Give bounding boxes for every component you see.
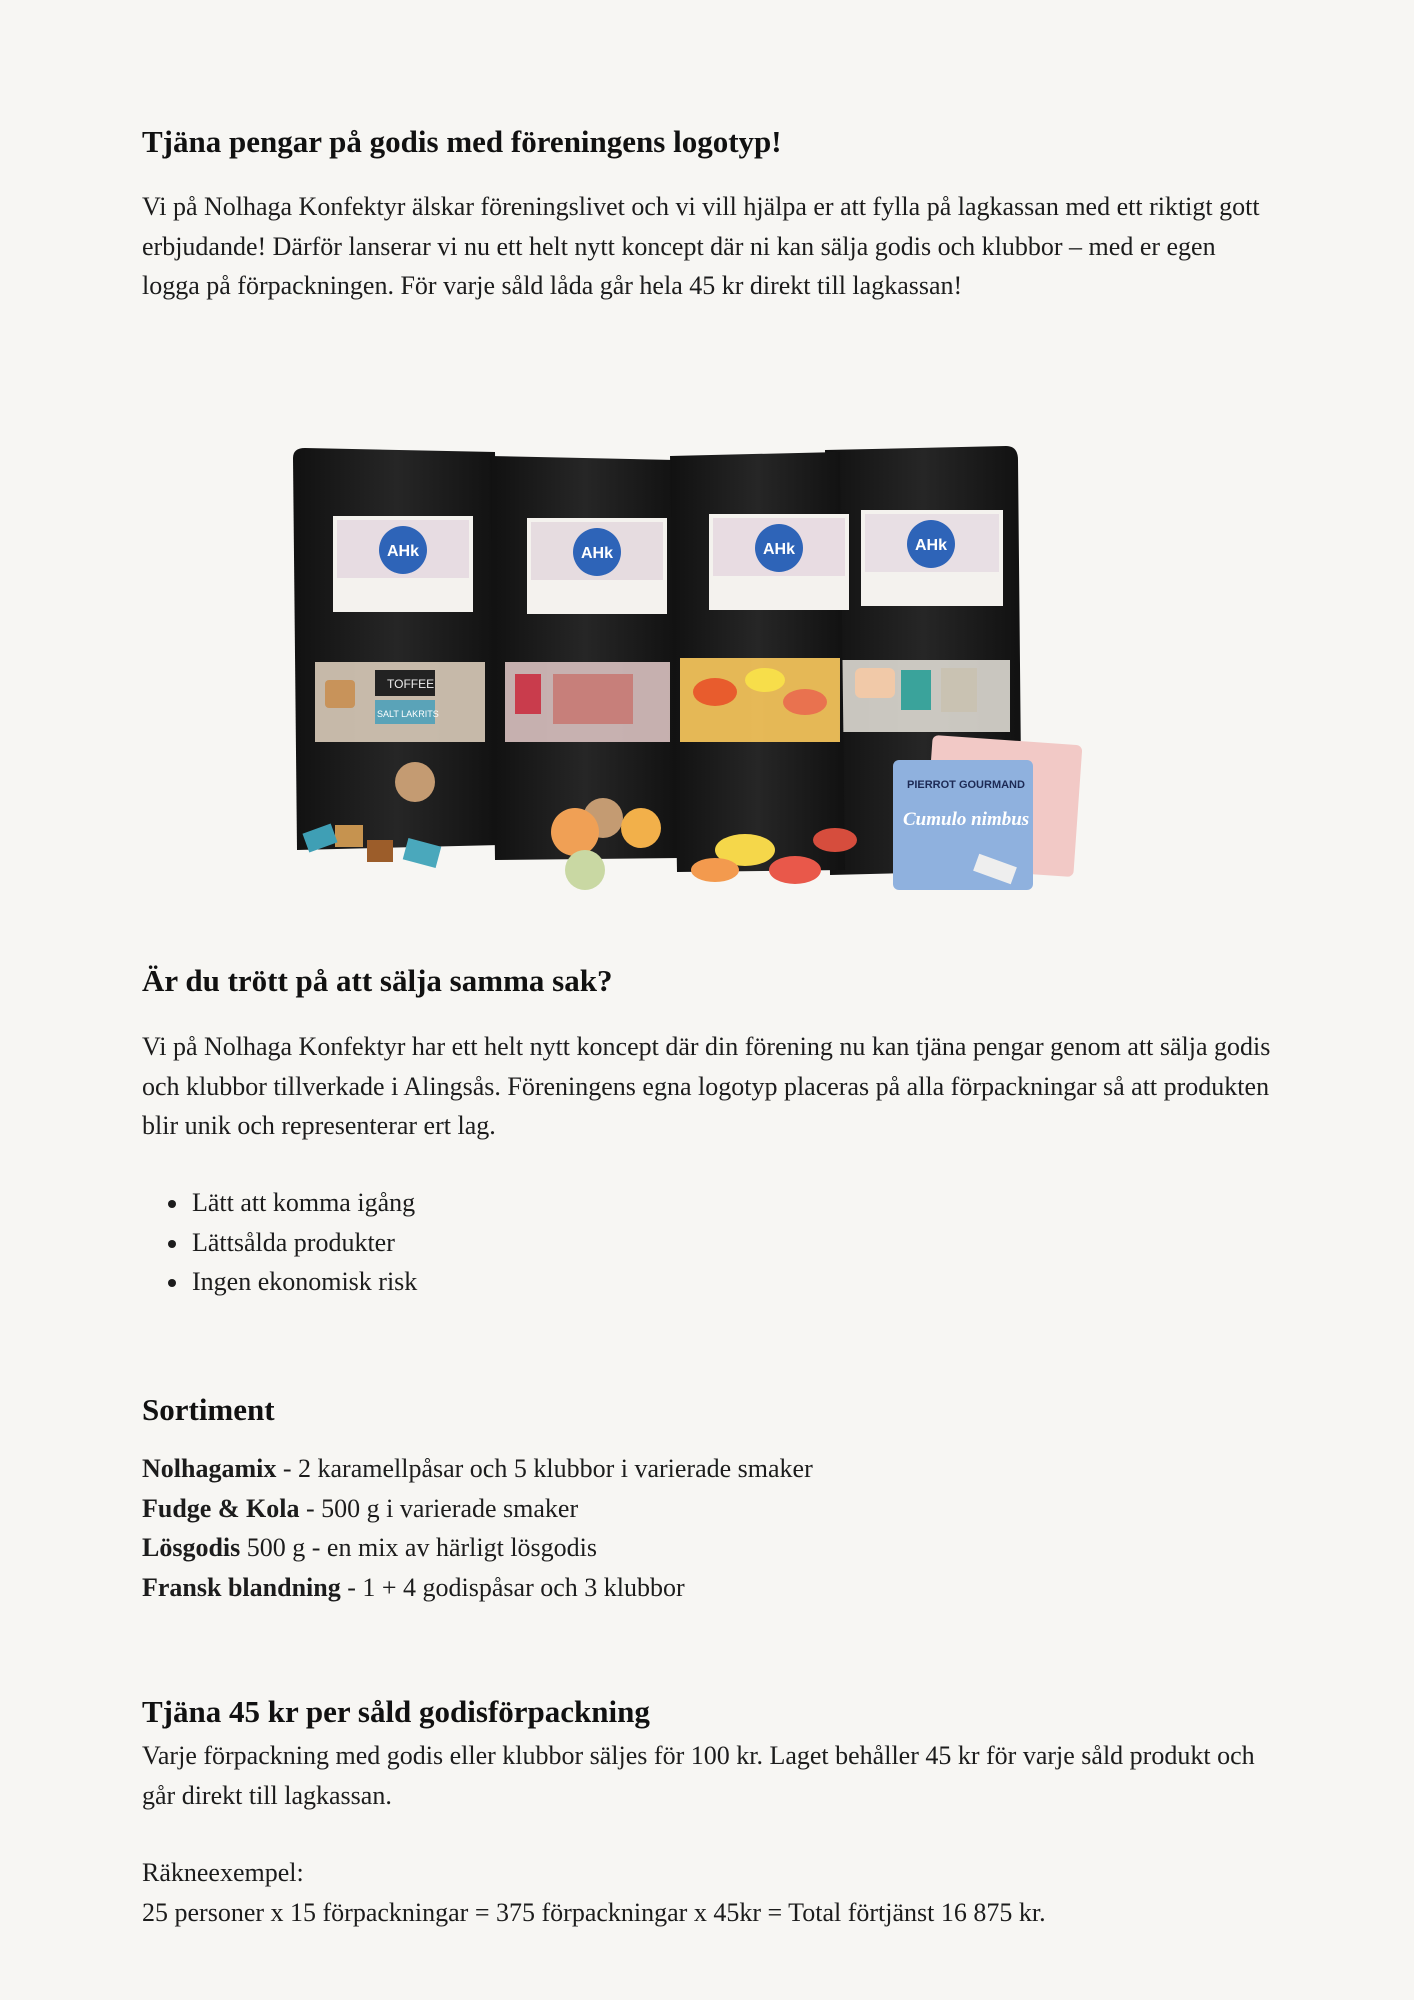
assortment-item-desc: - 2 karamellpåsar och 5 klubbor i varierade smaker — [276, 1454, 813, 1483]
benefit-item: • Lättsålda produkter — [190, 1223, 417, 1263]
salt-wrapper-text: SALT LAKRITS — [377, 709, 439, 719]
assortment-list — [142, 1449, 813, 1607]
benefit-item: • Ingen ekonomisk risk — [190, 1262, 417, 1302]
calculation-label: Räkneexempel: — [142, 1858, 304, 1887]
assortment-heading: Sortiment — [142, 1392, 275, 1427]
candy-bag-2 — [490, 456, 680, 860]
sell-paragraph: Vi på Nolhaga Konfektyr har ett helt nytt koncept där din förening nu kan tjäna pengar genom att sälja godis och klubbor tillverkade i Alingsås. Föreningens egna logotyp placeras på alla förpackningar så att produkten blir unik och representerar ert lag. — [142, 1032, 1271, 1140]
calculation-example — [142, 1853, 1272, 1932]
assortment-item — [142, 1449, 813, 1489]
sell-heading: Är du trött på att sälja samma sak? — [142, 963, 613, 998]
assortment-item-name: Lösgodis — [142, 1533, 241, 1562]
benefit-item: • Lätt att komma igång — [190, 1183, 417, 1223]
assortment-item-name: Fudge & Kola — [142, 1493, 300, 1523]
ahk-logo-3 — [755, 524, 803, 572]
earn-paragraph: Varje förpackning med godis eller klubbor säljes för 100 kr. Laget behåller 45 kr för varje såld produkt och går direkt till lagkassan. — [142, 1741, 1255, 1810]
assortment-item-desc: - 1 + 4 godispåsar och 3 klubbor — [340, 1572, 685, 1602]
svg-text:PIERROT GOURMAND: PIERROT GOURMAND — [907, 779, 1025, 791]
svg-text:AHk: AHk — [915, 537, 948, 554]
earn-heading: Tjäna 45 kr per såld godisförpackning — [142, 1694, 650, 1729]
assortment-item-name: Nolhagamix — [142, 1454, 277, 1483]
toffee-wrapper-text: TOFFEE — [387, 677, 435, 691]
benefits-list — [142, 1183, 417, 1302]
svg-text:AHk: AHk — [763, 541, 796, 558]
svg-text:AHk: AHk — [387, 543, 420, 560]
ahk-logo-4 — [907, 520, 955, 568]
assortment-item — [142, 1489, 813, 1529]
candy-bag-1 — [293, 448, 500, 850]
calculation-text: 25 personer x 15 förpackningar = 375 förpackningar x 45kr = Total förtjänst 16 875 kr. — [142, 1897, 1046, 1927]
intro-heading: Tjäna pengar på godis med föreningens logotyp! — [142, 124, 782, 159]
assortment-item — [142, 1568, 813, 1608]
svg-text:Cumulo nimbus: Cumulo nimbus — [903, 809, 1030, 830]
assortment-item — [142, 1528, 813, 1568]
ahk-logo-1 — [379, 526, 427, 574]
svg-text:AHk: AHk — [581, 545, 614, 562]
assortment-item-desc: - 500 g i varierade smaker — [299, 1493, 579, 1523]
candy-bag-3 — [670, 452, 849, 872]
assortment-item-name: Fransk blandning — [142, 1572, 341, 1602]
assortment-item-desc: 500 g - en mix av härligt lösgodis — [240, 1533, 598, 1562]
product-photo — [285, 430, 1165, 910]
ahk-logo-2 — [573, 528, 621, 576]
intro-paragraph: Vi på Nolhaga Konfektyr älskar föreningslivet och vi vill hjälpa er att fylla på lagkassan med ett riktigt gott erbjudande! Därför lanserar vi nu ett helt nytt koncept där ni kan sälja godis och klubbor – med er egen logga på förpackningen. För varje såld låda går hela 45 kr direkt till lagkassan! — [142, 192, 1260, 300]
